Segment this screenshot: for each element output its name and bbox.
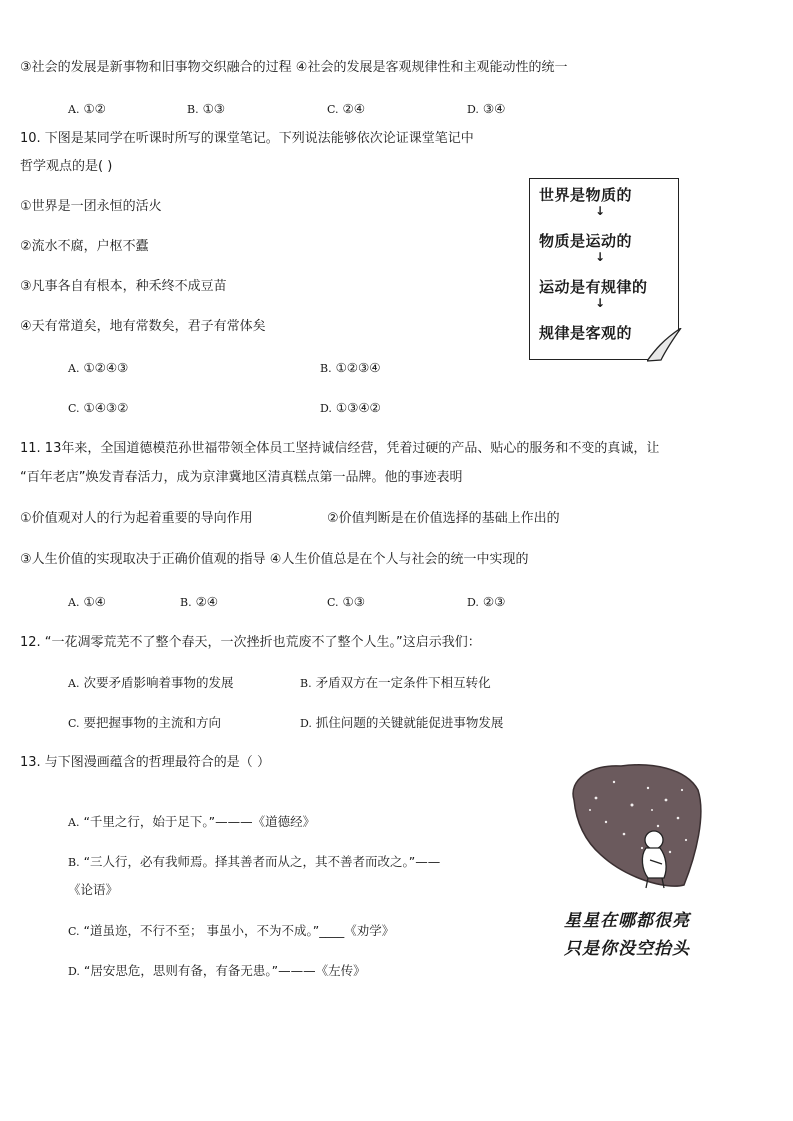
- option-label: C.: [327, 596, 339, 609]
- q13-option-d[interactable]: [68, 962, 366, 981]
- class-notes-figure: [529, 178, 681, 362]
- option-text: 《论语》: [68, 882, 119, 897]
- option-label: B.: [320, 362, 332, 375]
- option-text: ①②④③: [83, 360, 129, 375]
- option-text: ②④: [195, 594, 218, 609]
- option-label: C.: [68, 717, 80, 730]
- option-text: ①②: [83, 101, 106, 116]
- option-text: ①③: [202, 101, 225, 116]
- q11-stem-line1: 11. 13年来，全国道德模范孙世福带领全体员工坚持诚信经营，凭着过硬的产品、贴心的服务和不变的真诚，让: [20, 441, 660, 456]
- q10-statement-3: ③凡事各自有根本，种禾终不成豆苗: [20, 279, 227, 294]
- q13-option-b[interactable]: [68, 853, 440, 872]
- option-label: D.: [320, 402, 332, 415]
- option-label: B.: [300, 677, 312, 690]
- option-text: “千里之行，始于足下。”———《道德经》: [83, 814, 316, 829]
- q11-option-d[interactable]: [467, 593, 505, 612]
- q9-option-b[interactable]: [187, 100, 225, 119]
- option-text: ①③: [342, 594, 365, 609]
- option-label: D.: [467, 103, 479, 116]
- note-step-3: 运动是有规律的: [539, 278, 648, 296]
- option-label: A.: [68, 596, 80, 609]
- option-text: ①④③②: [83, 400, 129, 415]
- q9-option-c[interactable]: [327, 100, 365, 119]
- option-text: 抓住问题的关键就能促进事物发展: [315, 715, 504, 730]
- q10-stem-line1: 10. 下图是某同学在听课时所写的课堂笔记。下列说法能够依次论证课堂笔记中: [20, 131, 474, 146]
- q10-statement-4: ④天有常道矣，地有常数矣，君子有常体矣: [20, 319, 266, 334]
- option-label: A.: [68, 677, 80, 690]
- q9-option-d[interactable]: [467, 100, 505, 119]
- option-label: A.: [68, 103, 80, 116]
- q11-option-c[interactable]: [327, 593, 365, 612]
- cartoon-caption-line2: 只是你没空抬头: [564, 939, 690, 959]
- option-text: ①④: [83, 594, 106, 609]
- q10-option-a[interactable]: [68, 359, 128, 378]
- option-text: ②③: [482, 594, 506, 609]
- option-label: C.: [68, 402, 80, 415]
- option-text: ②④: [342, 101, 365, 116]
- note-step-1: 世界是物质的: [539, 186, 633, 204]
- q10-option-d[interactable]: [320, 399, 381, 418]
- page-curl-icon: [647, 328, 683, 362]
- option-label: B.: [180, 596, 192, 609]
- q12-option-c[interactable]: [68, 714, 221, 733]
- q11-statement-3-4: ③人生价值的实现取决于正确价值观的指导 ④人生价值总是在个人与社会的统一中实现的: [20, 552, 529, 567]
- option-label: C.: [327, 103, 339, 116]
- option-label: C.: [68, 925, 80, 938]
- option-label: A.: [68, 816, 80, 829]
- q11-statement-2: ②价值判断是在价值选择的基础上作出的: [327, 511, 560, 526]
- q13-stem: 13. 与下图漫画蕴含的哲理最符合的是（ ）: [20, 755, 270, 770]
- q12-stem: 12. “一花凋零荒芜不了整个春天，一次挫折也荒废不了整个人生。”这启示我们：: [20, 635, 481, 650]
- q10-statement-2: ②流水不腐，户枢不蠹: [20, 239, 149, 254]
- q12-option-b[interactable]: [300, 674, 491, 693]
- down-arrow-icon: ↓: [595, 204, 606, 218]
- option-label: D.: [68, 965, 80, 978]
- down-arrow-icon: ↓: [595, 296, 606, 310]
- q12-option-a[interactable]: [68, 674, 233, 693]
- q10-statement-1: ①世界是一团永恒的活火: [20, 199, 162, 214]
- note-step-4: 规律是客观的: [539, 324, 633, 342]
- down-arrow-icon: ↓: [595, 250, 606, 264]
- cartoon-caption-line1: 星星在哪都很亮: [564, 911, 690, 931]
- q13-option-c[interactable]: [68, 922, 394, 941]
- q11-option-a[interactable]: [68, 593, 106, 612]
- q10-option-c[interactable]: [68, 399, 128, 418]
- q11-statement-1: ①价值观对人的行为起着重要的导向作用: [20, 511, 253, 526]
- q11-stem-line2: “百年老店”焕发青春活力，成为京津冀地区清真糕点第一品牌。他的事迹表明: [20, 470, 463, 485]
- option-label: D.: [467, 596, 479, 609]
- cartoon-figure: [556, 760, 716, 960]
- option-text: “居安思危，思则有备，有备无患。”———《左传》: [83, 963, 366, 978]
- option-label: B.: [68, 856, 80, 869]
- q12-option-d[interactable]: [300, 714, 503, 733]
- note-step-2: 物质是运动的: [539, 232, 633, 250]
- option-label: D.: [300, 717, 312, 730]
- option-text: 要把握事物的主流和方向: [83, 715, 222, 730]
- option-text: ①③④②: [335, 400, 381, 415]
- starry-sky-drawing: [566, 760, 706, 895]
- q9-option-a[interactable]: [68, 100, 106, 119]
- option-label: B.: [187, 103, 199, 116]
- option-text: 矛盾双方在一定条件下相互转化: [315, 675, 491, 690]
- option-text: 次要矛盾影响着事物的发展: [83, 675, 234, 690]
- option-text: ③④: [482, 101, 506, 116]
- q10-stem-line2: 哲学观点的是( ): [20, 159, 113, 174]
- q13-option-b-continued: [68, 881, 118, 899]
- q13-option-a[interactable]: [68, 813, 315, 832]
- q11-option-b[interactable]: [180, 593, 218, 612]
- option-text: “道虽迩，不行不至； 事虽小，不为不成。”____《劝学》: [83, 923, 395, 938]
- option-text: ①②③④: [335, 360, 381, 375]
- option-label: A.: [68, 362, 80, 375]
- q9-statement-line: ③社会的发展是新事物和旧事物交织融合的过程 ④社会的发展是客观规律性和主观能动性的统一: [20, 60, 568, 75]
- q10-option-b[interactable]: [320, 359, 380, 378]
- option-text: “三人行，必有我师焉。择其善者而从之，其不善者而改之。”——: [83, 854, 441, 869]
